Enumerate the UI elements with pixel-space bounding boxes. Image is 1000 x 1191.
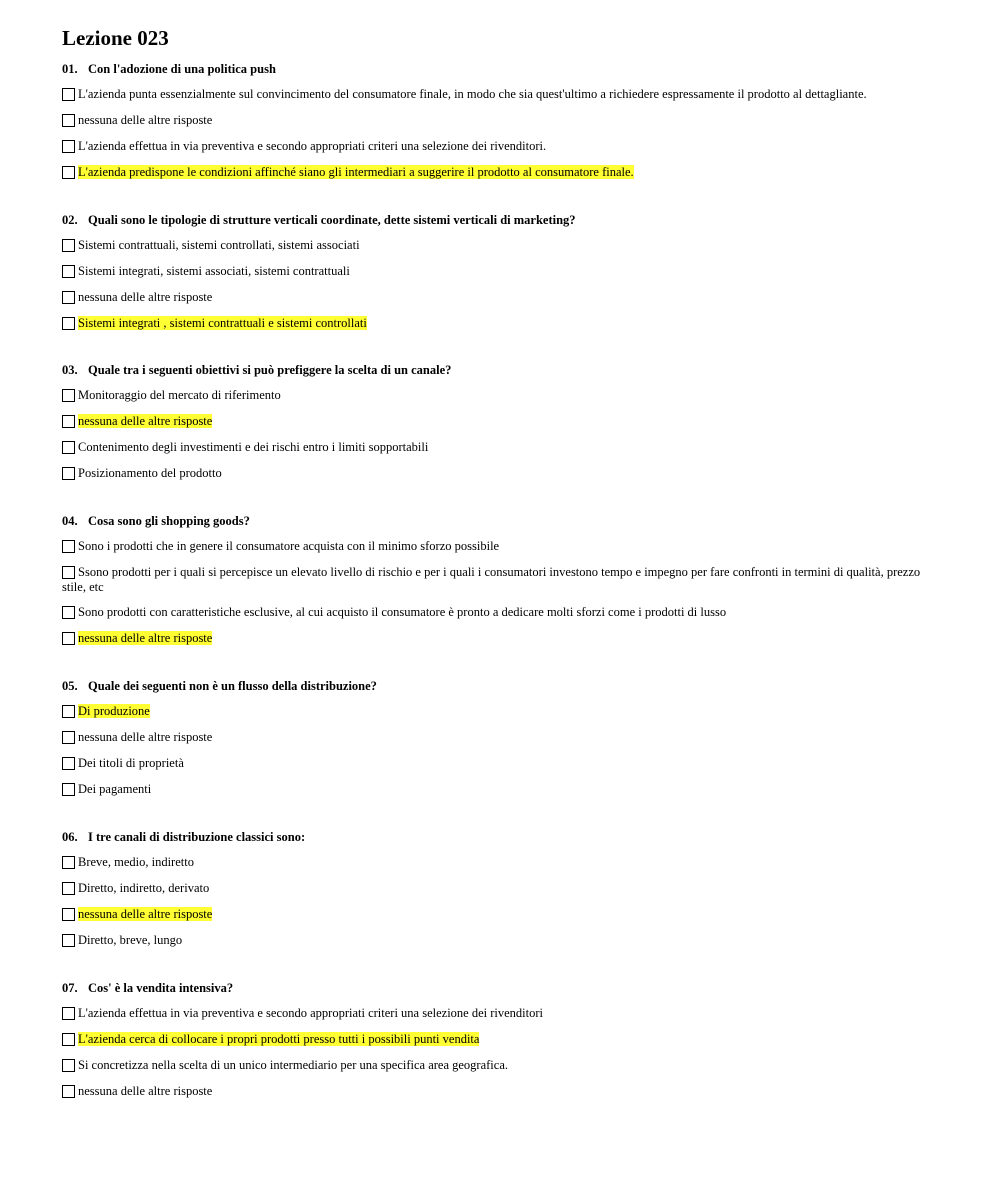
answer-option[interactable] xyxy=(62,87,942,103)
question-block xyxy=(62,212,942,332)
question-label: Cos' è la vendita intensiva? xyxy=(88,981,234,995)
answer-option[interactable] xyxy=(62,933,942,949)
correct-answer-text: nessuna delle altre risposte xyxy=(78,907,213,921)
answer-text: Sistemi contrattuali, sistemi controllati, sistemi associati xyxy=(78,238,360,252)
question-label: Cosa sono gli shopping goods? xyxy=(88,514,250,528)
answer-checkbox[interactable] xyxy=(62,934,75,947)
correct-answer-text: nessuna delle altre risposte xyxy=(78,414,213,428)
answer-text: L'azienda effettua in via preventiva e secondo appropriati criteri una selezione dei rivenditori xyxy=(78,1006,544,1020)
answer-text: Contenimento degli investimenti e dei rischi entro i limiti sopportabili xyxy=(78,440,429,454)
answer-option[interactable] xyxy=(62,1032,942,1048)
answer-checkbox[interactable] xyxy=(62,856,75,869)
answer-checkbox[interactable] xyxy=(62,265,75,278)
question-block xyxy=(62,678,942,798)
question-label: Con l'adozione di una politica push xyxy=(88,62,276,76)
question-number: 04. xyxy=(62,514,78,528)
answer-option[interactable] xyxy=(62,565,942,595)
answer-checkbox[interactable] xyxy=(62,731,75,744)
question-text xyxy=(62,678,942,694)
question-text xyxy=(62,362,942,378)
answer-option[interactable] xyxy=(62,466,942,482)
question-block xyxy=(62,829,942,949)
answer-text: Si concretizza nella scelta di un unico intermediario per una specifica area geografica. xyxy=(78,1058,508,1072)
answer-checkbox[interactable] xyxy=(62,389,75,402)
answer-checkbox[interactable] xyxy=(62,783,75,796)
answer-checkbox[interactable] xyxy=(62,114,75,127)
answer-checkbox[interactable] xyxy=(62,1085,75,1098)
answer-checkbox[interactable] xyxy=(62,757,75,770)
answer-option[interactable] xyxy=(62,730,942,746)
question-number: 07. xyxy=(62,981,78,995)
correct-answer-text: Di produzione xyxy=(78,704,150,718)
answer-text: nessuna delle altre risposte xyxy=(78,1084,213,1098)
question-text xyxy=(62,212,942,228)
answer-option[interactable] xyxy=(62,113,942,129)
correct-answer-text: Sistemi integrati , sistemi contrattuali e sistemi controllati xyxy=(78,316,367,330)
question-block xyxy=(62,513,942,647)
answer-checkbox[interactable] xyxy=(62,166,75,179)
answer-checkbox[interactable] xyxy=(62,632,75,645)
answer-checkbox[interactable] xyxy=(62,1059,75,1072)
answer-text: Monitoraggio del mercato di riferimento xyxy=(78,388,281,402)
question-number: 06. xyxy=(62,830,78,844)
answer-text: L'azienda punta essenzialmente sul convincimento del consumatore finale, in modo che sia quest'ultimo a richiedere espressamente il prodotto al dettagliante. xyxy=(78,87,867,101)
answer-text: nessuna delle altre risposte xyxy=(78,113,213,127)
answer-checkbox[interactable] xyxy=(62,1007,75,1020)
answer-text: Dei pagamenti xyxy=(78,782,152,796)
answer-option[interactable] xyxy=(62,1058,942,1074)
question-block xyxy=(62,362,942,482)
correct-answer-text: L'azienda predispone le condizioni affinché siano gli intermediari a suggerire il prodotto al consumatore finale. xyxy=(78,165,634,179)
answer-option[interactable] xyxy=(62,414,942,430)
question-text xyxy=(62,829,942,845)
answer-text: Diretto, indiretto, derivato xyxy=(78,881,210,895)
question-text xyxy=(62,980,942,996)
answer-text: Sono i prodotti che in genere il consumatore acquista con il minimo sforzo possibile xyxy=(78,539,500,553)
correct-answer-text: nessuna delle altre risposte xyxy=(78,631,213,645)
answer-text: Ssono prodotti per i quali si percepisce un elevato livello di rischio e per i quali i consumatori investono tempo e impegno per fare confronti in termini di qualità, prezzo stile, etc xyxy=(62,565,921,594)
answer-checkbox[interactable] xyxy=(62,566,75,579)
answer-option[interactable] xyxy=(62,316,942,332)
answer-checkbox[interactable] xyxy=(62,88,75,101)
answer-text: Breve, medio, indiretto xyxy=(78,855,194,869)
answer-text: Sono prodotti con caratteristiche esclusive, al cui acquisto il consumatore è pronto a dedicare molti sforzi come i prodotti di lusso xyxy=(78,605,727,619)
question-label: I tre canali di distribuzione classici sono: xyxy=(88,830,306,844)
answer-text: Diretto, breve, lungo xyxy=(78,933,183,947)
question-label: Quale dei seguenti non è un flusso della distribuzione? xyxy=(88,679,377,693)
question-number: 02. xyxy=(62,213,78,227)
answer-checkbox[interactable] xyxy=(62,317,75,330)
answer-option[interactable] xyxy=(62,440,942,456)
answer-option[interactable] xyxy=(62,881,942,897)
answer-option[interactable] xyxy=(62,1006,942,1022)
answer-checkbox[interactable] xyxy=(62,540,75,553)
question-label: Quali sono le tipologie di strutture verticali coordinate, dette sistemi verticali di marketing? xyxy=(88,213,576,227)
answer-option[interactable] xyxy=(62,165,942,181)
answer-option[interactable] xyxy=(62,907,942,923)
question-number: 05. xyxy=(62,679,78,693)
answer-checkbox[interactable] xyxy=(62,291,75,304)
answer-option[interactable] xyxy=(62,605,942,621)
answer-checkbox[interactable] xyxy=(62,467,75,480)
question-number: 01. xyxy=(62,62,78,76)
answer-checkbox[interactable] xyxy=(62,239,75,252)
answer-text: nessuna delle altre risposte xyxy=(78,290,213,304)
answer-checkbox[interactable] xyxy=(62,908,75,921)
answer-text: Posizionamento del prodotto xyxy=(78,466,222,480)
answer-checkbox[interactable] xyxy=(62,606,75,619)
answer-option[interactable] xyxy=(62,539,942,555)
answer-text: Sistemi integrati, sistemi associati, sistemi contrattuali xyxy=(78,264,350,278)
correct-answer-text: L'azienda cerca di collocare i propri prodotti presso tutti i possibili punti vendita xyxy=(78,1032,480,1046)
answer-option[interactable] xyxy=(62,139,942,155)
answer-option[interactable] xyxy=(62,290,942,306)
answer-text: Dei titoli di proprietà xyxy=(78,756,184,770)
question-text xyxy=(62,61,942,77)
answer-option[interactable] xyxy=(62,704,942,720)
answer-checkbox[interactable] xyxy=(62,705,75,718)
answer-option[interactable] xyxy=(62,855,942,871)
answer-option[interactable] xyxy=(62,264,942,280)
question-number: 03. xyxy=(62,363,78,377)
answer-checkbox[interactable] xyxy=(62,882,75,895)
answer-option[interactable] xyxy=(62,388,942,404)
answer-option[interactable] xyxy=(62,631,942,647)
answer-text: nessuna delle altre risposte xyxy=(78,730,213,744)
answer-option[interactable] xyxy=(62,238,942,254)
answer-option[interactable] xyxy=(62,1084,942,1100)
question-block xyxy=(62,980,942,1100)
question-block xyxy=(62,61,942,181)
answer-option[interactable] xyxy=(62,756,942,772)
page-title: Lezione 023 xyxy=(62,26,169,50)
question-label: Quale tra i seguenti obiettivi si può prefiggere la scelta di un canale? xyxy=(88,363,452,377)
answer-text: L'azienda effettua in via preventiva e secondo appropriati criteri una selezione dei rivenditori. xyxy=(78,139,547,153)
question-text xyxy=(62,513,942,529)
answer-checkbox[interactable] xyxy=(62,441,75,454)
answer-checkbox[interactable] xyxy=(62,1033,75,1046)
answer-checkbox[interactable] xyxy=(62,415,75,428)
answer-option[interactable] xyxy=(62,782,942,798)
answer-checkbox[interactable] xyxy=(62,140,75,153)
